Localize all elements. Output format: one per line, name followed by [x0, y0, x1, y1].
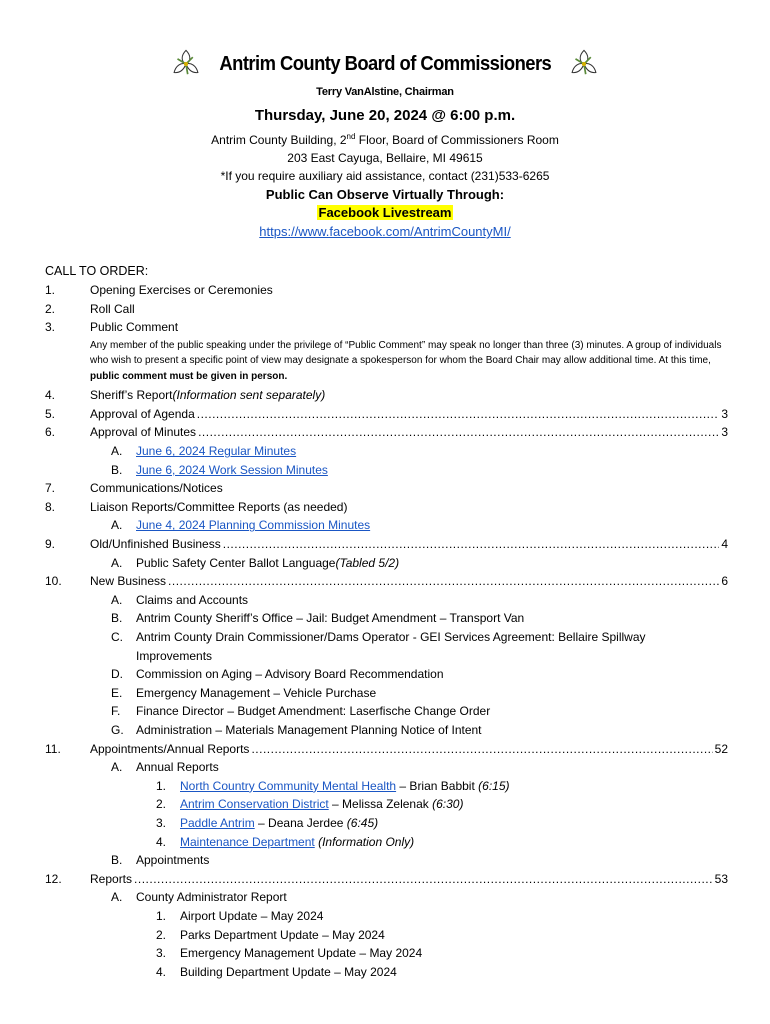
- sub-item-label-continued: Improvements: [136, 648, 213, 663]
- time-note: (6:45): [346, 815, 379, 830]
- sub-sub-item: [45, 795, 728, 814]
- dot-leader: [134, 870, 713, 889]
- sub-sub-item: [45, 926, 728, 945]
- presenter-text: – Melissa Zelenak: [328, 797, 433, 812]
- page-number: 4: [721, 537, 728, 552]
- document-header: [0, 44, 770, 239]
- livestream-row: [0, 204, 770, 223]
- sub-sub-number: 2.: [156, 927, 167, 942]
- building-text-rest: Floor, Board of Commissioners Room: [355, 133, 559, 147]
- sub-sub-number: 4.: [156, 834, 167, 849]
- sub-item: [45, 442, 728, 461]
- sub-item-letter: A.: [111, 890, 123, 905]
- sub-item-letter: B.: [111, 611, 123, 626]
- presenter-text: – Deana Jerdee: [254, 815, 347, 830]
- sub-sub-number: 4.: [156, 964, 167, 979]
- sub-item-letter: A.: [111, 555, 123, 570]
- sub-item-letter: B.: [111, 462, 123, 477]
- sub-item: [45, 665, 728, 684]
- sub-item: [45, 461, 728, 480]
- sub-item-letter: A.: [111, 592, 123, 607]
- sub-sub-label: Airport Update – May 2024: [180, 908, 324, 923]
- livestream-label: Facebook Livestream: [318, 205, 452, 220]
- agenda-item: [45, 572, 728, 591]
- sub-sub-number: 1.: [156, 778, 167, 793]
- agenda-item: [45, 498, 728, 517]
- sub-sub-number: 1.: [156, 908, 167, 923]
- trillium-flower-icon: [567, 47, 601, 81]
- item-label: Old/Unfinished Business: [90, 537, 221, 552]
- item-number: 10.: [45, 574, 62, 589]
- agenda: [45, 261, 728, 981]
- agenda-item: [45, 318, 728, 337]
- sub-item-letter: A.: [111, 518, 123, 533]
- item-number: 11.: [45, 741, 61, 756]
- paddle-antrim-link[interactable]: Paddle Antrim: [180, 815, 255, 830]
- trillium-flower-icon: [169, 47, 203, 81]
- item-number: 6.: [45, 425, 56, 440]
- sub-item: [45, 851, 728, 870]
- sub-item-note: (Tabled 5/2): [335, 555, 400, 570]
- building-text: Antrim County Building, 2: [211, 133, 347, 147]
- item-number: 9.: [45, 537, 56, 552]
- dot-leader: [168, 572, 719, 591]
- sub-item-letter: F.: [111, 704, 121, 719]
- sub-item-label: Claims and Accounts: [136, 592, 249, 607]
- page-title: Antrim County Board of Commissioners: [219, 52, 551, 75]
- building-superscript: nd: [346, 132, 356, 141]
- info-note: (Information Only): [318, 834, 415, 849]
- sub-sub-item: [45, 833, 728, 852]
- agenda-item: [45, 405, 728, 424]
- sub-sub-number: 3.: [156, 815, 167, 830]
- sub-sub-number: 3.: [156, 946, 167, 961]
- agenda-item: [45, 479, 728, 498]
- sub-item-letter: E.: [111, 685, 123, 700]
- conservation-district-link[interactable]: Antrim Conservation District: [180, 797, 329, 812]
- sub-item-label: Appointments: [136, 853, 210, 868]
- item-label: Liaison Reports/Committee Reports (as needed): [90, 499, 348, 514]
- item-number: 12.: [45, 871, 62, 886]
- item-label: Approval of Minutes: [90, 425, 197, 440]
- sub-item: [45, 684, 728, 703]
- item-number: 8.: [45, 499, 56, 514]
- item-label: Sheriff’s Report: [90, 388, 173, 403]
- page-number: 52: [714, 741, 728, 756]
- facebook-link[interactable]: https://www.facebook.com/AntrimCountyMI/: [259, 224, 511, 239]
- sub-item: [45, 628, 728, 647]
- sub-item-label: Emergency Management – Vehicle Purchase: [136, 685, 377, 700]
- sub-item: [45, 591, 728, 610]
- dot-leader: [198, 423, 719, 442]
- sub-sub-item: [45, 963, 728, 982]
- agenda-item: [45, 423, 728, 442]
- item-number: 1.: [45, 283, 56, 297]
- meeting-date: Thursday, June 20, 2024 @ 6:00 p.m.: [254, 107, 516, 124]
- agenda-item: [45, 535, 728, 554]
- mental-health-report-link[interactable]: North Country Community Mental Health: [180, 778, 397, 793]
- sub-sub-item: [45, 777, 728, 796]
- item-number: 2.: [45, 301, 56, 316]
- sub-item: [45, 702, 728, 721]
- agenda-item: [45, 281, 728, 300]
- sub-item-letter: C.: [111, 630, 123, 644]
- item-number: 7.: [45, 481, 56, 496]
- sub-item-label: Administration – Materials Management Planning Notice of Intent: [136, 722, 482, 737]
- time-note: (6:15): [478, 778, 510, 793]
- presenter-text: – Brian Babbit: [396, 778, 479, 793]
- sub-item-label: Public Safety Center Ballot Language: [136, 555, 336, 570]
- sub-sub-item: [45, 814, 728, 833]
- dot-leader: [251, 740, 712, 759]
- sub-sub-item: [45, 907, 728, 926]
- item-label: Appointments/Annual Reports: [90, 741, 250, 756]
- maintenance-department-link[interactable]: Maintenance Department: [180, 834, 315, 849]
- observe-heading: Public Can Observe Virtually Through:: [265, 187, 505, 202]
- regular-minutes-link[interactable]: June 6, 2024 Regular Minutes: [136, 444, 297, 459]
- sub-sub-item: [45, 944, 728, 963]
- item-note: (Information sent separately): [172, 388, 326, 403]
- page-number: 3: [721, 406, 728, 421]
- sub-item-label: Antrim County Drain Commissioner/Dams Operator - GEI Services Agreement: Bellaire Spillway: [136, 630, 646, 644]
- item-number: 4.: [45, 388, 56, 403]
- item-number: 5.: [45, 406, 56, 421]
- sub-item: [45, 758, 728, 777]
- public-comment-note: [45, 338, 728, 385]
- call-to-order-heading: CALL TO ORDER:: [45, 264, 149, 278]
- public-comment-note-text: Any member of the public speaking under the privilege of “Public Comment” may speak no longer than three (3) minutes. A group of individuals who wish to present a specific point of view may designate a spokesperson for whom the Board Chair may allow additional time. At this time,: [90, 339, 722, 367]
- sub-sub-number: 2.: [156, 797, 167, 812]
- sub-item: [45, 554, 728, 573]
- sub-item-label: County Administrator Report: [136, 890, 287, 905]
- sub-item-label: Finance Director – Budget Amendment: Laserfische Change Order: [136, 704, 491, 719]
- dot-leader: [223, 535, 720, 554]
- building-line: [0, 128, 770, 149]
- sub-sub-label: Emergency Management Update – May 2024: [180, 946, 423, 961]
- sub-item-letter: A.: [111, 444, 123, 459]
- aid-line: *If you require auxiliary aid assistance, contact (231)533-6265: [220, 169, 550, 183]
- item-label: Opening Exercises or Ceremonies: [90, 283, 273, 297]
- chairman-line: Terry VanAlstine, Chairman: [316, 86, 454, 98]
- page-number: 3: [721, 425, 728, 440]
- item-label: Communications/Notices: [90, 481, 223, 496]
- sub-item: [45, 721, 728, 740]
- time-note: (6:30): [432, 797, 464, 812]
- agenda-item: [45, 300, 728, 319]
- sub-sub-label: Building Department Update – May 2024: [180, 964, 397, 979]
- agenda-item: [45, 870, 728, 889]
- agenda-item: [45, 740, 728, 759]
- item-label: Reports: [90, 871, 133, 886]
- item-number: 3.: [45, 320, 56, 335]
- sub-item: [45, 888, 728, 907]
- public-comment-note-bold: public comment must be given in person.: [90, 370, 288, 382]
- planning-commission-minutes-link[interactable]: June 4, 2024 Planning Commission Minutes: [136, 518, 371, 533]
- page-number: 53: [714, 871, 728, 886]
- item-label: Approval of Agenda: [90, 406, 195, 421]
- sub-item-label: Annual Reports: [136, 760, 219, 775]
- work-session-minutes-link[interactable]: June 6, 2024 Work Session Minutes: [136, 462, 328, 477]
- sub-item-letter: B.: [111, 853, 123, 868]
- page-number: 6: [721, 574, 728, 589]
- item-label: Roll Call: [90, 301, 135, 316]
- title-row: [0, 44, 770, 84]
- sub-sub-label: Parks Department Update – May 2024: [180, 927, 385, 942]
- sub-item-label: Commission on Aging – Advisory Board Recommendation: [136, 667, 444, 682]
- address-line: 203 East Cayuga, Bellaire, MI 49615: [287, 151, 483, 165]
- item-label: Public Comment: [90, 320, 179, 335]
- agenda-item: [45, 386, 728, 405]
- sub-item-letter: D.: [111, 667, 123, 682]
- sub-item-label: Antrim County Sheriff’s Office – Jail: Budget Amendment – Transport Van: [136, 611, 525, 626]
- item-label: New Business: [90, 574, 167, 589]
- sub-item-letter: G.: [111, 722, 124, 737]
- sub-item-letter: A.: [111, 760, 123, 775]
- sub-item: [45, 516, 728, 535]
- dot-leader: [197, 405, 720, 424]
- sub-item: [45, 609, 728, 628]
